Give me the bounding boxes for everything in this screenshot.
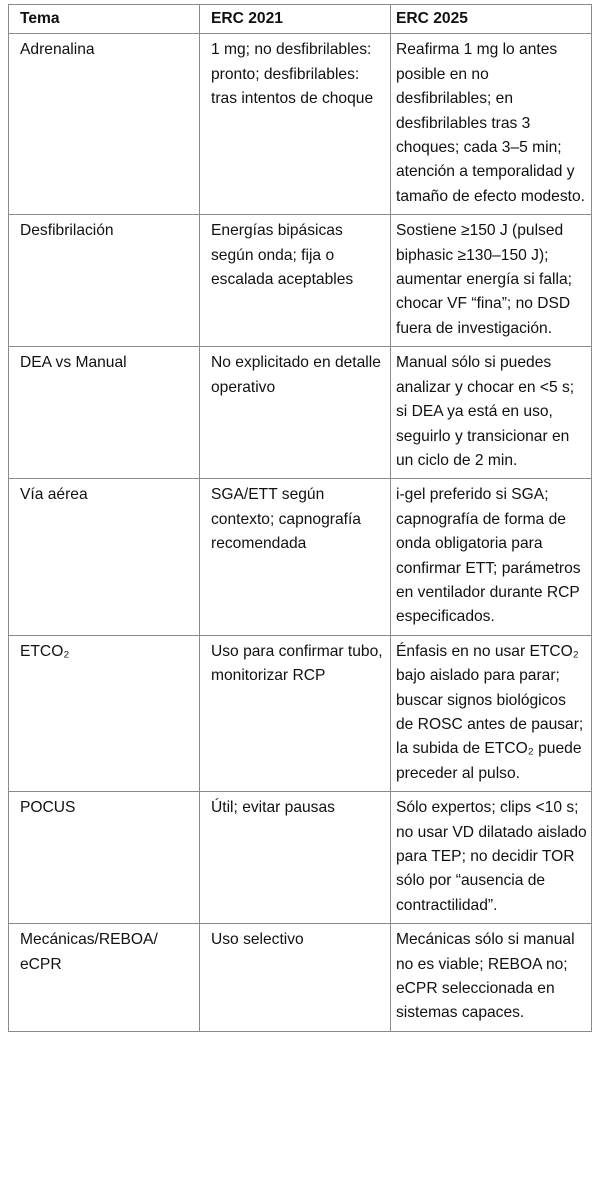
table-row-dea-vs-manual bbox=[9, 347, 592, 479]
table-body bbox=[9, 34, 592, 1031]
cell-erc-2025: Mecánicas sólo si manual no es viable; REBOA no; eCPR seleccionada en sistemas capaces. bbox=[391, 924, 592, 1032]
cell-erc-2021: Uso selectivo bbox=[200, 924, 391, 1032]
header-erc-2025: ERC 2025 bbox=[391, 5, 592, 34]
cell-erc-2021: SGA/ETT según contexto; capnografía recomendada bbox=[200, 479, 391, 635]
cell-topic: DEA vs Manual bbox=[9, 347, 200, 479]
cell-erc-2021: Energías bipásicas según onda; fija o escalada aceptables bbox=[200, 215, 391, 347]
cell-erc-2021: No explicitado en detalle operativo bbox=[200, 347, 391, 479]
header-erc-2021: ERC 2021 bbox=[200, 5, 391, 34]
cell-erc-2025: Sostiene ≥150 J (pulsed biphasic ≥130–150 J); aumentar energía si falla; chocar VF “fina”; no DSD fuera de investigación. bbox=[391, 215, 592, 347]
table-header bbox=[9, 5, 592, 34]
table-row-etco2 bbox=[9, 635, 592, 791]
table-row-desfibrilacion bbox=[9, 215, 592, 347]
header-row bbox=[9, 5, 592, 34]
cell-erc-2025: i-gel preferido si SGA; capnografía de forma de onda obligatoria para confirmar ETT; parámetros en ventilador durante RCP especificados. bbox=[391, 479, 592, 635]
cell-erc-2025: Reafirma 1 mg lo antes posible en no desfibrilables; en desfibrilables tras 3 choques; cada 3–5 min; atención a temporalidad y tamaño de efecto modesto. bbox=[391, 34, 592, 215]
header-tema: Tema bbox=[9, 5, 200, 34]
cell-erc-2025: Sólo expertos; clips <10 s; no usar VD dilatado aislado para TEP; no decidir TOR sólo por “ausencia de contractilidad”. bbox=[391, 792, 592, 924]
cell-topic: ETCO₂ bbox=[9, 635, 200, 791]
cell-erc-2025: Énfasis en no usar ETCO₂ bajo aislado para parar; buscar signos biológicos de ROSC antes de pausar; la subida de ETCO₂ puede preceder al pulso. bbox=[391, 635, 592, 791]
cell-erc-2025: Manual sólo si puedes analizar y chocar en <5 s; si DEA ya está en uso, seguirlo y transicionar en un ciclo de 2 min. bbox=[391, 347, 592, 479]
cell-erc-2021: 1 mg; no desfibrilables: pronto; desfibrilables: tras intentos de choque bbox=[200, 34, 391, 215]
cell-topic: Desfibrilación bbox=[9, 215, 200, 347]
erc-comparison-table bbox=[8, 4, 592, 1032]
cell-topic: Mecánicas/REBOA/ eCPR bbox=[9, 924, 200, 1032]
table-row-adrenalina bbox=[9, 34, 592, 215]
table-row-mecanicas-reboa-ecpr bbox=[9, 924, 592, 1032]
cell-erc-2021: Uso para confirmar tubo, monitorizar RCP bbox=[200, 635, 391, 791]
cell-topic: Adrenalina bbox=[9, 34, 200, 215]
cell-topic: POCUS bbox=[9, 792, 200, 924]
table-row-via-aerea bbox=[9, 479, 592, 635]
table-row-pocus bbox=[9, 792, 592, 924]
cell-topic: Vía aérea bbox=[9, 479, 200, 635]
cell-erc-2021: Útil; evitar pausas bbox=[200, 792, 391, 924]
